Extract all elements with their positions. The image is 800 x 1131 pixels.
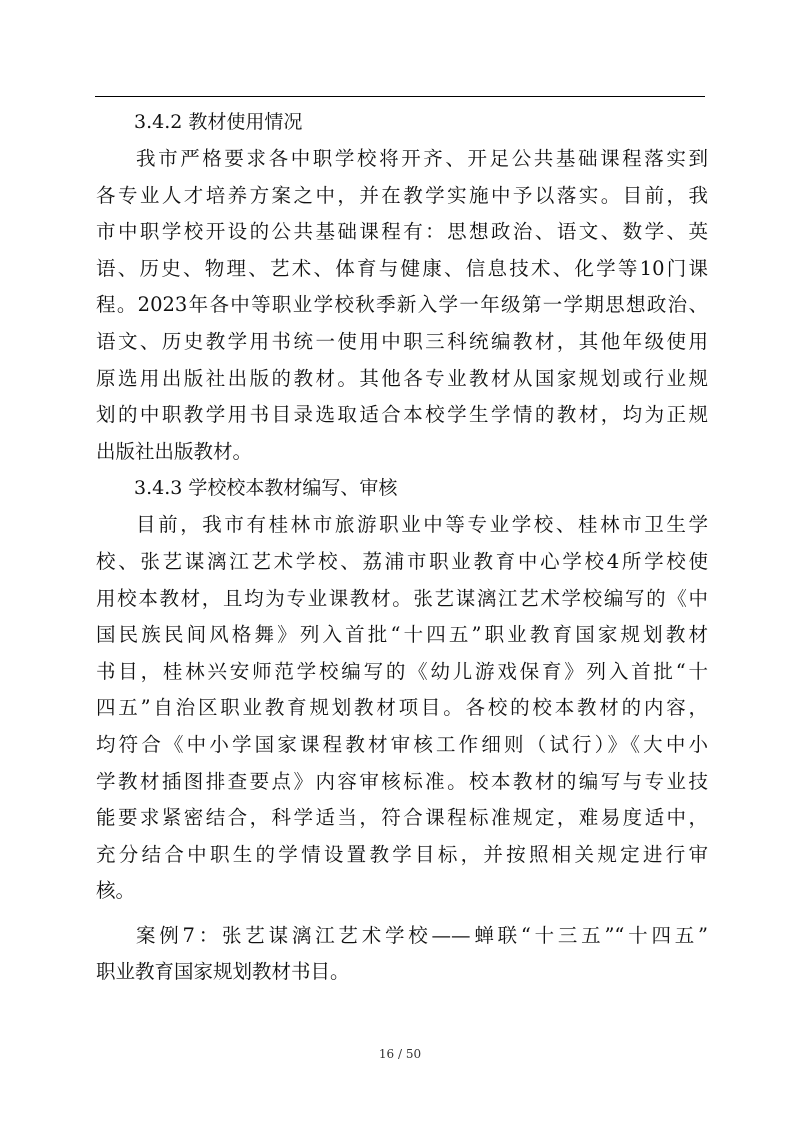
case-line: 案例7：张艺谋漓江艺术学校——蝉联“十三五”“十四五”: [136, 923, 708, 947]
section-heading-3-4-2: 3.4.2 教材使用情况: [134, 111, 303, 133]
paragraph-line: 国民族民间风格舞》列入首批“十四五”职业教育国家规划教材: [96, 623, 708, 647]
paragraph-line: 语、历史、物理、艺术、体育与健康、信息技术、化学等10门课: [96, 256, 708, 280]
paragraph-line: 充分结合中职生的学情设置教学目标，并按照相关规定进行审: [96, 842, 708, 866]
document-body: [96, 104, 708, 991]
paragraph-line: 程。2023年各中等职业学校秋季新入学一年级第一学期思想政治、: [96, 293, 708, 317]
paragraph-line: 用校本教材，且均为专业课教材。张艺谋漓江艺术学校编写的《中: [96, 586, 708, 610]
paragraph-line: 原选用出版社出版的教材。其他各专业教材从国家规划或行业规: [96, 366, 708, 390]
paragraph-line: 出版社出版教材。: [96, 439, 253, 463]
case-line: 职业教育国家规划教材书目。: [96, 960, 350, 984]
paragraph-line: 我市严格要求各中职学校将开齐、开足公共基础课程落实到: [136, 147, 708, 170]
paragraph-line: 四五”自治区职业教育规划教材项目。各校的校本教材的内容，: [96, 696, 708, 720]
paragraph-line: 书目，桂林兴安师范学校编写的《幼儿游戏保育》列入首批“十: [96, 659, 708, 683]
section-3-4-2-paragraph: [96, 141, 708, 470]
paragraph-line: 能要求紧密结合，科学适当，符合课程标准规定，难易度适中，: [96, 806, 708, 830]
header-rule: [95, 96, 705, 97]
case-7-caption: [96, 918, 708, 991]
paragraph-line: 核。: [96, 879, 136, 903]
paragraph-line: 市中职学校开设的公共基础课程有：思想政治、语文、数学、英: [96, 220, 708, 244]
paragraph-line: 语文、历史教学用书统一使用中职三科统编教材，其他年级使用: [96, 329, 708, 353]
paragraph-line: 划的中职教学用书目录选取适合本校学生学情的教材，均为正规: [96, 403, 708, 427]
section-heading-3-4-3: 3.4.3 学校校本教材编写、审核: [134, 477, 398, 500]
paragraph-line: 目前，我市有桂林市旅游职业中等专业学校、桂林市卫生学: [136, 513, 708, 537]
paragraph-line: 校、张艺谋漓江艺术学校、荔浦市职业教育中心学校4所学校使: [96, 549, 708, 573]
page-number: 16 / 50: [378, 1047, 422, 1061]
paragraph-line: 各专业人才培养方案之中，并在教学实施中予以落实。目前，我: [96, 183, 708, 207]
paragraph-line: 学教材插图排查要点》内容审核标准。校本教材的编写与专业技: [96, 769, 708, 793]
section-3-4-3-paragraph: [96, 507, 708, 910]
paragraph-line: 均符合《中小学国家课程教材审核工作细则（试行）》《大中小: [96, 732, 708, 756]
